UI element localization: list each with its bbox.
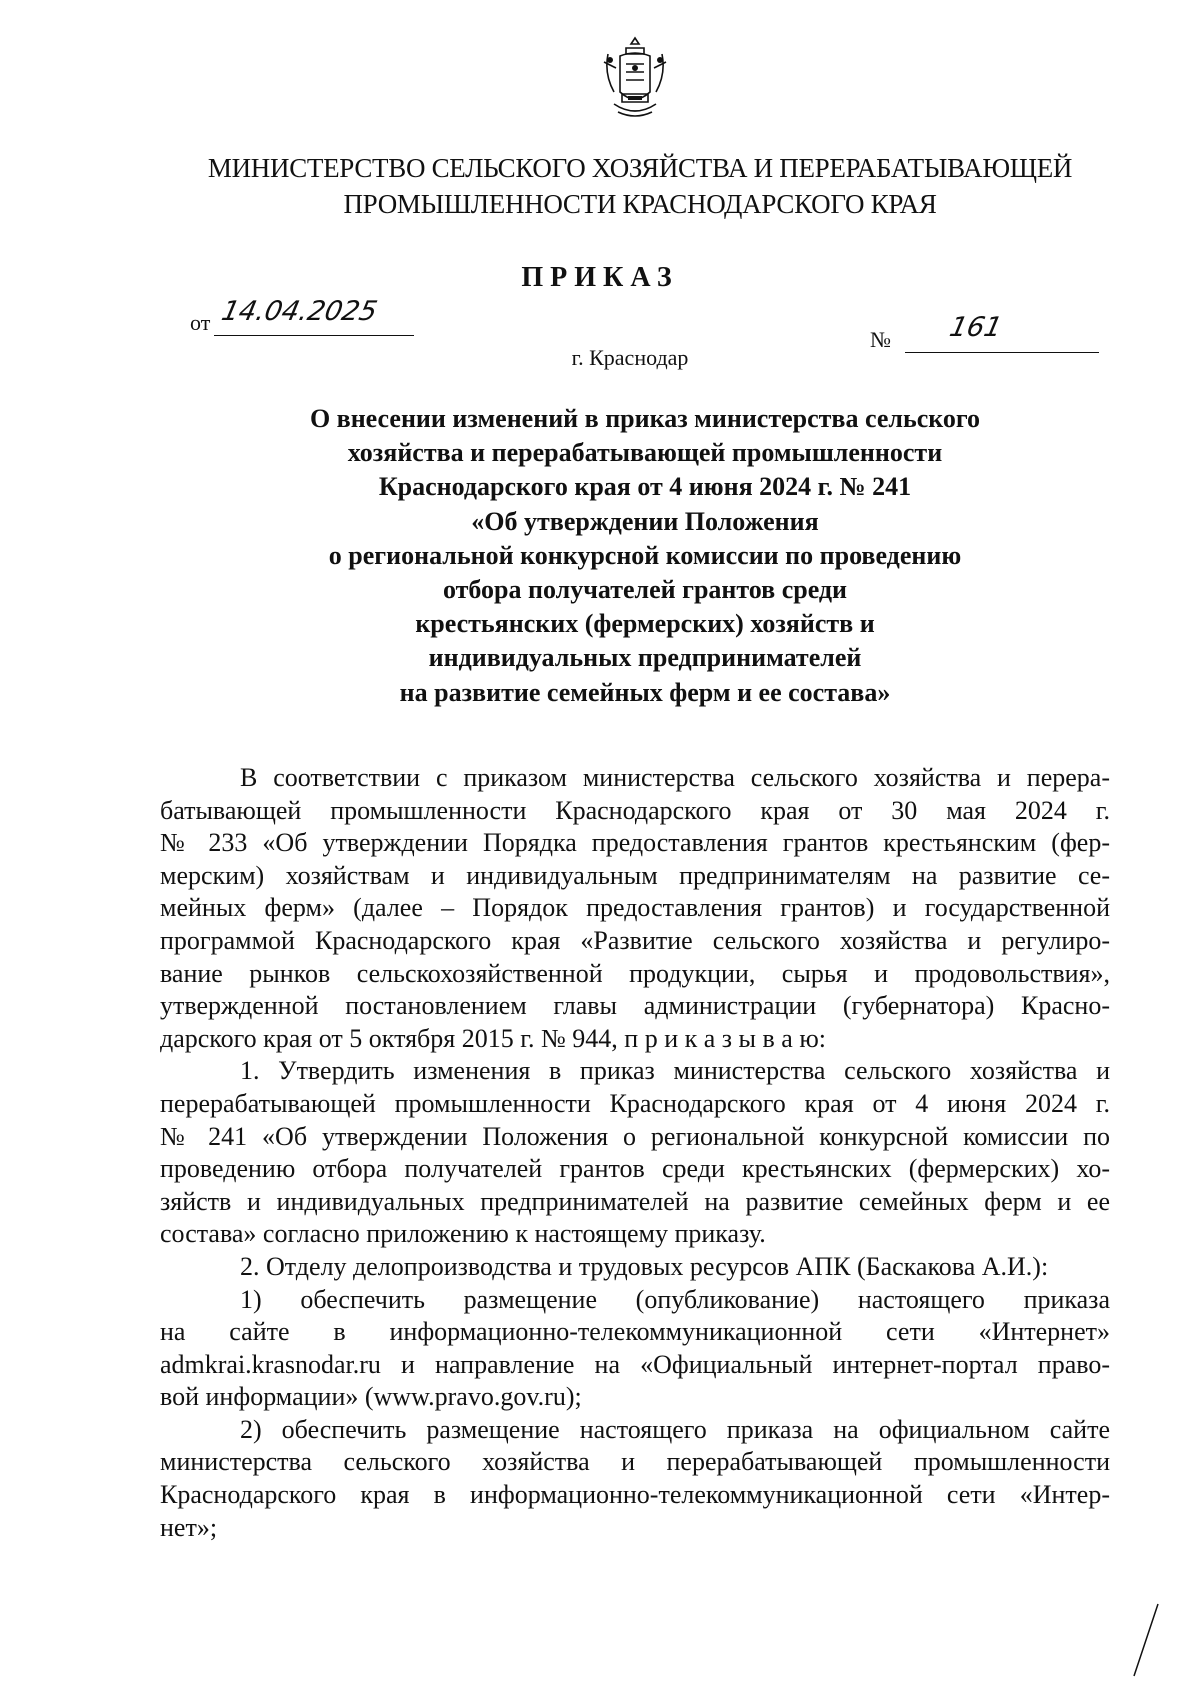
city: г. Краснодар — [571, 345, 689, 370]
body-line: В соответствии с приказом министерства сельского хозяйства и перера- — [240, 763, 1110, 792]
subject-line: на развитие семейных ферм и ее состава» — [399, 677, 891, 707]
body-line: батывающей промышленности Краснодарского края от 30 мая 2024 г. — [160, 795, 1110, 825]
date-underline — [214, 335, 414, 336]
body-line: на сайте в информационно-телекоммуникационной сети «Интернет» — [160, 1317, 1110, 1347]
document-type: ПРИКАЗ — [521, 262, 679, 293]
ministry-name-line2: ПРОМЫШЛЕННОСТИ КРАСНОДАРСКОГО КРАЯ — [343, 189, 937, 219]
body-line: утвержденной постановлением главы администрации (губернатора) Красно- — [160, 991, 1110, 1021]
subject-heading — [190, 402, 1100, 710]
body-line: № 241 «Об утверждении Положения о региональной конкурсной комиссии по — [160, 1121, 1110, 1151]
body-line: мейных ферм» (далее – Порядок предоставления грантов) и государственной — [160, 893, 1110, 923]
subject-line: отбора получателей грантов среди — [442, 575, 848, 605]
subject-line: индивидуальных предпринимателей — [428, 643, 862, 673]
body-line: admkrai.krasnodar.ru и направление на «Официальный интернет-портал право- — [160, 1349, 1110, 1379]
body-line: перерабатывающей промышленности Краснодарского края от 4 июня 2024 г. — [160, 1088, 1110, 1118]
body-line: 1) обеспечить размещение (опубликование) настоящего приказа — [240, 1284, 1110, 1314]
body-line: проведению отбора получателей грантов среди крестьянских (фермерских) хо- — [160, 1154, 1110, 1184]
ministry-name-line1: МИНИСТЕРСТВО СЕЛЬСКОГО ХОЗЯЙСТВА И ПЕРЕРАБАТЫВАЮЩЕЙ — [207, 153, 1073, 183]
number-value: 161 — [946, 312, 1005, 343]
subject-line: хозяйства и перерабатывающей промышленности — [347, 438, 943, 468]
subject-line: Краснодарского края от 4 июня 2024 г. № 241 — [378, 472, 912, 502]
body-line: № 233 «Об утверждении Порядка предоставления грантов крестьянским (фер- — [160, 828, 1110, 858]
body-line: 1. Утвердить изменения в приказ министерства сельского хозяйства и — [240, 1056, 1110, 1086]
subject-line: О внесении изменений в приказ министерства сельского — [309, 404, 981, 433]
body-line: Краснодарского края в информационно-телекоммуникационной сети «Интер- — [160, 1480, 1110, 1510]
body-line: программой Краснодарского края «Развитие сельского хозяйства и регулиро- — [160, 925, 1110, 955]
body-line: состава» согласно приложению к настоящему приказу. — [160, 1219, 766, 1249]
body-line: министерства сельского хозяйства и перерабатывающей промышленности — [160, 1447, 1110, 1477]
pen-mark-icon — [1130, 1600, 1160, 1680]
coat-of-arms-icon — [600, 34, 670, 126]
ministry-name — [160, 150, 1120, 222]
document-body — [160, 762, 1110, 1544]
subject-line: «Об утверждении Положения — [471, 506, 819, 536]
date-label: от — [190, 310, 211, 335]
body-line: 2) обеспечить размещение настоящего приказа на официальном сайте — [240, 1414, 1110, 1444]
body-line: вание рынков сельскохозяйственной продукции, сырья и продовольствия», — [160, 958, 1110, 988]
body-line: вой информации» (www.pravo.gov.ru); — [160, 1382, 582, 1412]
subject-line: о региональной конкурсной комиссии по проведению — [328, 540, 962, 570]
date-value: 14.04.2025 — [218, 296, 380, 327]
body-line: мерским) хозяйствам и индивидуальным предпринимателям на развитие се- — [160, 860, 1110, 890]
subject-line: крестьянских (фермерских) хозяйств и — [415, 609, 875, 639]
body-line: 2. Отделу делопроизводства и трудовых ресурсов АПК (Баскакова А.И.): — [240, 1251, 1049, 1281]
body-line: зяйств и индивидуальных предпринимателей на развитие семейных ферм и ее — [160, 1186, 1110, 1216]
number-label: № — [870, 327, 891, 352]
body-line: нет»; — [160, 1512, 218, 1542]
body-line: дарского края от 5 октября 2015 г. № 944, п р и к а з ы в а ю: — [160, 1023, 826, 1053]
